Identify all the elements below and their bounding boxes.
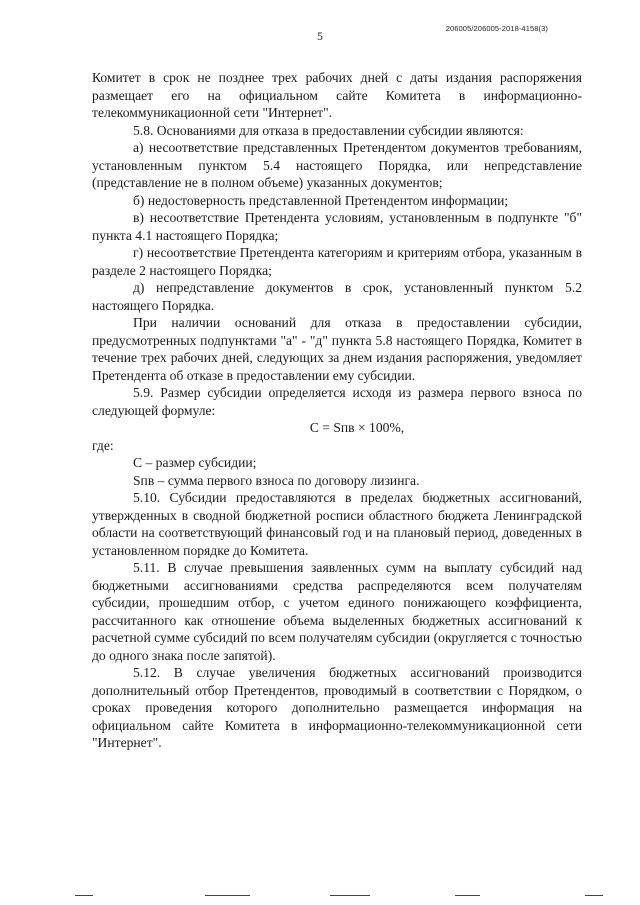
definition-spv: Sпв – сумма первого взноса по договору лизинга. xyxy=(133,472,420,488)
list-item-b: б) недостоверность представленной Претендентом информации; xyxy=(133,192,509,208)
bottom-scan-mark xyxy=(455,895,480,896)
paragraph-5-12: 5.12. В случае увеличения бюджетных ассигнований производится дополнительный отбор Претендентов, проводимый в соответствии с Порядком, о сроках проведения которого дополнительно размещается информация на официальном сайте Комитета в информационно-телекоммуникационной сети "Интернет". xyxy=(92,665,582,750)
page-number: 5 xyxy=(317,31,323,43)
paragraph-publication: Комитет в срок не позднее трех рабочих дней с даты издания распоряжения размещает его на официальном сайте Комитета в информационно-телекоммуникационной сети "Интернет". xyxy=(92,70,582,120)
definition-c: С – размер субсидии; xyxy=(133,455,257,470)
bottom-scan-mark xyxy=(330,895,370,896)
list-item-a: а) несоответствие представленных Претендентом документов требованиям, установленным пунктом 5.4 настоящего Порядка, или непредставление (представление не в полном объеме) указанных документов; xyxy=(92,140,582,190)
bottom-scan-mark xyxy=(75,895,93,896)
paragraph-5-10: 5.10. Субсидии предоставляются в пределах бюджетных ассигнований, утвержденных в сводной бюджетной росписи областного бюджета Ленинградской области на соответствующий финансовый год и на плановый период, доведенных в установленном порядке до Комитета. xyxy=(92,490,582,558)
paragraph-5-9: 5.9. Размер субсидии определяется исходя из размера первого взноса по следующей формуле: xyxy=(92,385,582,418)
paragraph-where: где: xyxy=(92,437,114,453)
paragraph-5-8: 5.8. Основаниями для отказа в предоставлении субсидии являются: xyxy=(133,122,524,138)
bottom-scan-mark xyxy=(205,895,250,896)
list-item-d: д) непредставление документов в срок, установленный пунктом 5.2 настоящего Порядка. xyxy=(92,280,582,313)
document-body xyxy=(92,69,582,752)
formula: С = Sпв × 100%, xyxy=(309,420,405,435)
paragraph-refusal-notice: При наличии оснований для отказа в предоставлении субсидии, предусмотренных подпунктами "а" - "д" пункта 5.8 настоящего Порядка, Комитет в течение трех рабочих дней, следующих за днем издания распоряжения, уведомляет Претендента об отказе в предоставлении ему субсидии. xyxy=(92,315,582,383)
list-item-v: в) несоответствие Претендента условиям, установленным в подпункте "б" пункта 4.1 настоящего Порядка; xyxy=(92,210,582,243)
list-item-g: г) несоответствие Претендента категориям и критериям отбора, указанным в разделе 2 настоящего Порядка; xyxy=(92,245,582,278)
paragraph-5-11: 5.11. В случае превышения заявленных сумм на выплату субсидий над бюджетными ассигнованиями средства распределяются всем получателям субсидии, прошедшим отбор, с учетом единого понижающего коэффициента, рассчитанного как отношение объема выделенных бюджетных ассигнований к расчетной сумме субсидий по всем получателям субсидии (округляется с точностью до одного знака после запятой). xyxy=(92,560,582,663)
bottom-scan-mark xyxy=(585,895,603,896)
document-id: 206005/206005-2018-4158(3) xyxy=(445,24,548,33)
